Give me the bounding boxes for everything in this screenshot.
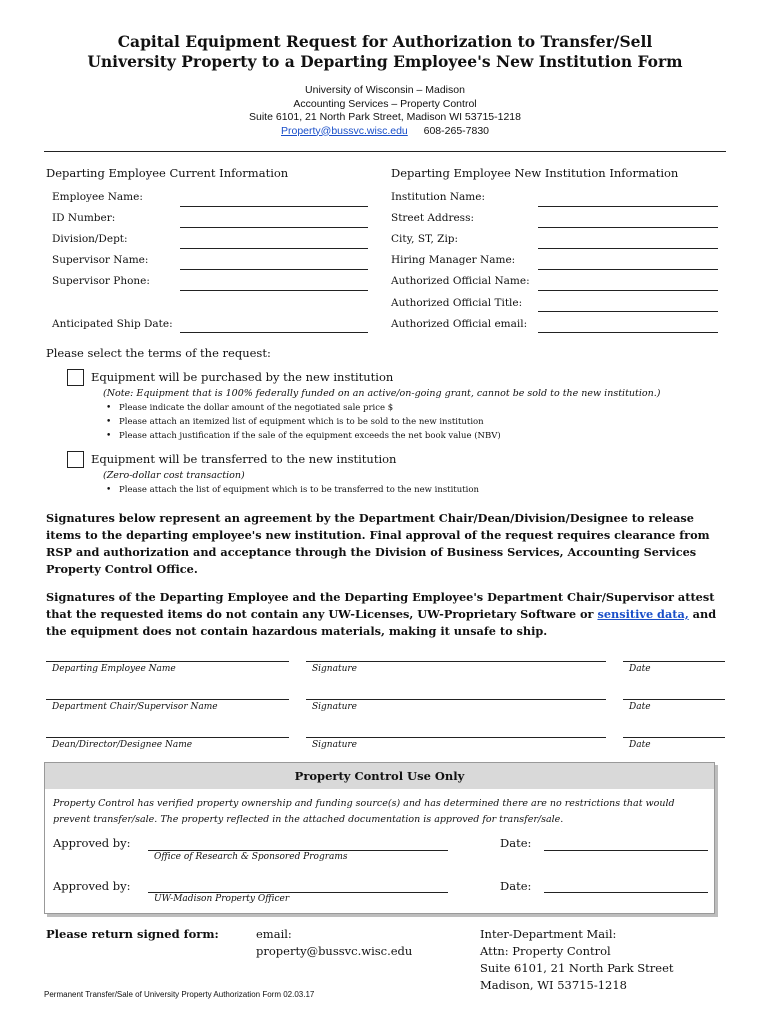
approved-by-field-2[interactable] — [148, 892, 448, 893]
employee-name-label: Employee Name: — [52, 191, 143, 203]
property-officer-label: UW-Madison Property Officer — [154, 894, 290, 904]
dean-director-name-label: Dean/Director/Designee Name — [52, 740, 193, 750]
form-title-line1: Capital Equipment Request for Authorization to Transfer/Sell — [117, 32, 653, 51]
supervisor-phone-field[interactable] — [180, 290, 368, 291]
approved-by-field-1[interactable] — [148, 850, 448, 851]
header-org: University of Wisconsin – Madison — [305, 84, 465, 96]
signature-label: Signature — [312, 740, 358, 750]
signature-label: Signature — [312, 702, 358, 712]
signature-row-date-line[interactable] — [623, 661, 725, 662]
purchase-option-checkbox[interactable] — [67, 369, 84, 386]
return-label: Please return signed form: — [46, 927, 219, 941]
institution-name-field[interactable] — [538, 206, 718, 207]
hiring-manager-label: Hiring Manager Name: — [391, 254, 516, 266]
city-st-zip-label: City, ST, Zip: — [391, 233, 459, 245]
purchase-bullet-3: • Please attach justification if the sale of the equipment exceeds the net book value (NBV) — [119, 431, 501, 441]
header-dept: Accounting Services – Property Control — [293, 97, 477, 110]
signature-row-signature-line[interactable] — [306, 699, 606, 700]
property-control-heading: Property Control Use Only — [45, 763, 714, 789]
return-email: property@bussvc.wisc.edu — [256, 944, 413, 958]
header-contact — [0, 125, 770, 139]
new-institution-heading: Departing Employee New Institution Information — [391, 166, 679, 180]
mail-line-4: Madison, WI 53715-1218 — [480, 978, 627, 992]
header-email-link[interactable]: Property@bussvc.wisc.edu — [280, 124, 408, 137]
property-control-box — [44, 762, 715, 914]
form-title-line2: University Property to a Departing Employee's New Institution Form — [87, 52, 683, 71]
authorized-official-email-field[interactable] — [538, 332, 718, 333]
date-label: Date — [629, 740, 651, 750]
signature-row-name-line[interactable] — [46, 661, 289, 662]
signature-row-date-line[interactable] — [623, 699, 725, 700]
header-divider — [44, 151, 726, 152]
street-address-field[interactable] — [538, 227, 718, 228]
current-info-heading: Departing Employee Current Information — [46, 166, 289, 180]
purchase-bullet-2: • Please attach an itemized list of equipment which is to be sold to the new institution — [119, 417, 484, 427]
date-label: Date — [629, 702, 651, 712]
signature-row-signature-line[interactable] — [306, 737, 606, 738]
transfer-option-note: (Zero-dollar cost transaction) — [103, 470, 245, 481]
city-st-zip-field[interactable] — [538, 248, 718, 249]
street-address-label: Street Address: — [391, 212, 474, 224]
date-label-1: Date: — [500, 836, 532, 850]
header-phone: 608-265-7830 — [423, 124, 490, 137]
agreement-statement: Signatures below represent an agreement by the Department Chair/Dean/Division/Designee to release items to the departing employee's new institution. Final approval of the request requires clearance from RSP and authorization and acceptance through the Division of Business Services, Accounting Services Property Control Office. — [46, 511, 710, 576]
authorized-official-name-field[interactable] — [538, 290, 718, 291]
id-number-field[interactable] — [180, 227, 368, 228]
hiring-manager-field[interactable] — [538, 269, 718, 270]
terms-prompt: Please select the terms of the request: — [46, 346, 271, 360]
mail-line-1: Inter-Department Mail: — [480, 927, 617, 941]
approved-by-label-2: Approved by: — [53, 879, 131, 893]
mail-line-3: Suite 6101, 21 North Park Street — [480, 961, 674, 975]
mail-line-2: Attn: Property Control — [480, 944, 611, 958]
date-field-1[interactable] — [544, 850, 708, 851]
attestation-statement — [46, 589, 726, 640]
property-control-text: Property Control has verified property ownership and funding source(s) and has determined there are no restrictions that would prevent transfer/sale. The property reflected in the attached documentation is approved for transfer/sale. — [53, 798, 675, 825]
chair-supervisor-name-label: Department Chair/Supervisor Name — [52, 702, 218, 712]
ship-date-field[interactable] — [180, 332, 368, 333]
signature-row-date-line[interactable] — [623, 737, 725, 738]
attestation-text-1: Signatures of the Departing Employee and the Departing Employee's Department Chair/Supervisor attest that the requested items do not contain any UW-Licenses, UW-Proprietary Software or — [46, 590, 715, 621]
authorized-official-title-field[interactable] — [538, 311, 718, 312]
sensitive-data-link[interactable]: sensitive data, — [597, 607, 689, 621]
supervisor-name-label: Supervisor Name: — [52, 254, 149, 266]
return-email-label: email: — [256, 927, 292, 941]
ship-date-label: Anticipated Ship Date: — [52, 318, 173, 330]
date-field-2[interactable] — [544, 892, 708, 893]
id-number-label: ID Number: — [52, 212, 116, 224]
approved-by-label-1: Approved by: — [53, 836, 131, 850]
office-research-label: Office of Research & Sponsored Programs — [154, 852, 348, 862]
division-dept-label: Division/Dept: — [52, 233, 128, 245]
authorized-official-name-label: Authorized Official Name: — [391, 275, 530, 287]
transfer-option-checkbox[interactable] — [67, 451, 84, 468]
departing-employee-name-label: Departing Employee Name — [52, 664, 176, 674]
division-dept-field[interactable] — [180, 248, 368, 249]
date-label-2: Date: — [500, 879, 532, 893]
authorized-official-title-label: Authorized Official Title: — [391, 297, 523, 309]
purchase-option-note: (Note: Equipment that is 100% federally funded on an active/on-going grant, cannot be sold to the new institution.) — [103, 388, 661, 399]
signature-row-name-line[interactable] — [46, 737, 289, 738]
purchase-option-label: Equipment will be purchased by the new institution — [91, 370, 394, 384]
employee-name-field[interactable] — [180, 206, 368, 207]
form-version-footer: Permanent Transfer/Sale of University Property Authorization Form 02.03.17 — [44, 990, 315, 999]
signature-row-signature-line[interactable] — [306, 661, 606, 662]
attestation-text-2: and the equipment does not contain hazardous materials, making it unsafe to ship. — [46, 607, 717, 638]
header-address: Suite 6101, 21 North Park Street, Madison WI 53715-1218 — [249, 111, 521, 123]
authorized-official-email-label: Authorized Official email: — [391, 318, 528, 330]
date-label: Date — [629, 664, 651, 674]
transfer-bullet-1: • Please attach the list of equipment which is to be transferred to the new institution — [119, 485, 479, 495]
purchase-bullet-1: • Please indicate the dollar amount of the negotiated sale price $ — [119, 403, 393, 413]
signature-row-name-line[interactable] — [46, 699, 289, 700]
signature-label: Signature — [312, 664, 358, 674]
institution-name-label: Institution Name: — [391, 191, 486, 203]
supervisor-phone-label: Supervisor Phone: — [52, 275, 150, 287]
supervisor-name-field[interactable] — [180, 269, 368, 270]
transfer-option-label: Equipment will be transferred to the new institution — [91, 452, 397, 466]
